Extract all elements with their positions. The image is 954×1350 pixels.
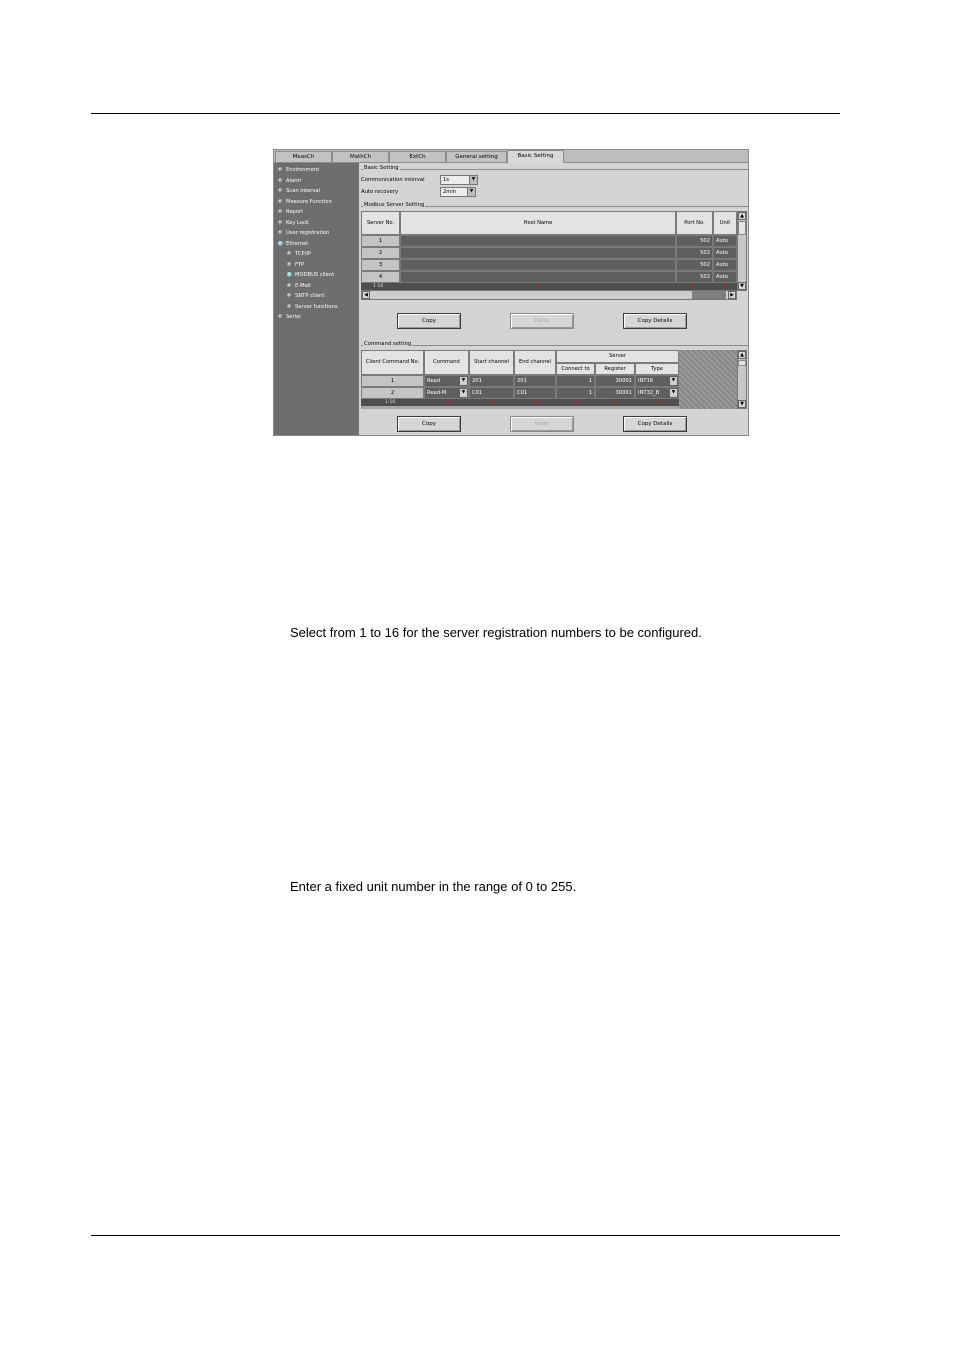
radio-dot-icon bbox=[278, 188, 283, 193]
tab-basic-setting[interactable]: Basic Setting bbox=[507, 150, 564, 163]
server-copy-button[interactable]: Copy bbox=[397, 313, 461, 329]
sub-range-label: 1-16 bbox=[385, 400, 396, 405]
header-rule bbox=[91, 113, 840, 114]
radio-dot-icon bbox=[278, 178, 283, 183]
server-row-no: 3 bbox=[361, 259, 400, 271]
sidebar-item-report[interactable]: Report bbox=[278, 208, 303, 217]
server-vertical-scrollbar[interactable] bbox=[737, 211, 747, 291]
command-header[interactable]: Command bbox=[424, 350, 469, 375]
unit-header[interactable]: Unit bbox=[713, 211, 737, 235]
command-setting-title: Command setting bbox=[364, 341, 412, 347]
scroll-down-icon[interactable]: ▼ bbox=[738, 400, 746, 408]
start-channel-cell[interactable]: C01 bbox=[469, 387, 514, 399]
end-channel-cell[interactable]: 201 bbox=[514, 375, 556, 387]
server-group-header: Server bbox=[556, 350, 679, 363]
register-cell[interactable]: 30001 bbox=[595, 375, 635, 387]
sidebar-item-ethernet[interactable]: Ethernet bbox=[278, 240, 308, 249]
register-header[interactable]: Register bbox=[595, 363, 635, 375]
scroll-down-icon[interactable]: ▼ bbox=[738, 282, 746, 290]
server-row-no: 2 bbox=[361, 247, 400, 259]
command-paste-button[interactable]: Paste bbox=[510, 416, 574, 432]
sidebar-item-scan-interval[interactable]: Scan interval bbox=[278, 187, 320, 196]
tab-measch[interactable]: MeasCh bbox=[275, 151, 332, 162]
server-no-header: Server No. bbox=[361, 211, 400, 235]
server-row-no: 1 bbox=[361, 235, 400, 247]
marker-icon: ↕ bbox=[573, 399, 579, 406]
command-select[interactable]: Read ▼ bbox=[424, 375, 469, 387]
section-divider bbox=[361, 169, 748, 170]
chevron-down-icon[interactable]: ▼ bbox=[671, 390, 676, 395]
server-copy-details-button[interactable]: Copy Details bbox=[623, 313, 687, 329]
auto-recovery-label: Auto recovery bbox=[361, 189, 399, 195]
scroll-left-icon[interactable]: ◀ bbox=[362, 291, 370, 299]
sidebar-item-alarm[interactable]: Alarm bbox=[278, 177, 301, 186]
footer-rule bbox=[91, 1235, 840, 1236]
tab-extch[interactable]: ExtCh bbox=[389, 151, 446, 162]
unit-cell[interactable]: Auto bbox=[713, 247, 737, 259]
radio-dot-icon bbox=[278, 314, 283, 319]
command-row-no: 2 bbox=[361, 387, 424, 399]
server-horizontal-scrollbar[interactable] bbox=[361, 290, 737, 300]
chevron-down-icon[interactable]: ▼ bbox=[469, 176, 477, 184]
radio-dot-icon bbox=[278, 199, 283, 204]
chevron-down-icon[interactable]: ▼ bbox=[461, 378, 466, 383]
radio-dot-selected-icon bbox=[287, 272, 292, 277]
type-select[interactable]: INT32_B ▼ bbox=[635, 387, 679, 399]
sub-row bbox=[361, 283, 737, 290]
command-copy-button[interactable]: Copy bbox=[397, 416, 461, 432]
type-header[interactable]: Type bbox=[635, 363, 679, 375]
communication-interval-label: Communication interval bbox=[361, 177, 425, 183]
modbus-server-setting-title: Modbus Server Setting bbox=[364, 202, 425, 208]
tab-general-setting[interactable]: General setting bbox=[446, 151, 507, 162]
server-paste-button[interactable]: Paste bbox=[510, 313, 574, 329]
port-no-cell[interactable]: 502 bbox=[676, 235, 713, 247]
radio-dot-icon bbox=[287, 251, 292, 256]
communication-interval-select[interactable]: 1s ▼ bbox=[440, 175, 478, 185]
sidebar-item-ftp[interactable]: FTP bbox=[287, 261, 304, 270]
port-no-cell[interactable]: 502 bbox=[676, 259, 713, 271]
radio-dot-icon bbox=[278, 230, 283, 235]
tab-mathch[interactable]: MathCh bbox=[332, 151, 389, 162]
sidebar-item-user-registration[interactable]: User registration bbox=[278, 229, 329, 238]
end-channel-cell[interactable]: C01 bbox=[514, 387, 556, 399]
start-channel-cell[interactable]: 201 bbox=[469, 375, 514, 387]
radio-dot-selected-icon bbox=[278, 241, 283, 246]
marker-icon: ↕ bbox=[689, 283, 695, 290]
sidebar-item-serial[interactable]: Serial bbox=[278, 313, 301, 322]
chevron-down-icon[interactable]: ▼ bbox=[671, 378, 676, 383]
unit-cell[interactable]: Auto bbox=[713, 259, 737, 271]
sidebar-item-sntp-client[interactable]: SNTP client bbox=[287, 292, 324, 301]
sub-row bbox=[361, 399, 679, 406]
sidebar-item-tcpip[interactable]: TCP/IP bbox=[287, 250, 311, 259]
sidebar-item-server-functions[interactable]: Server functions bbox=[287, 303, 338, 312]
sidebar-item-modbus-client[interactable]: MODBUS client bbox=[287, 271, 334, 280]
connect-to-header[interactable]: Connect to bbox=[556, 363, 595, 375]
radio-dot-icon bbox=[278, 209, 283, 214]
scroll-up-icon[interactable]: ▲ bbox=[738, 212, 746, 220]
command-copy-details-button[interactable]: Copy Details bbox=[623, 416, 687, 432]
client-command-no-header: Client Command No. bbox=[361, 350, 424, 375]
marker-icon: ↕ bbox=[535, 283, 541, 290]
host-name-cell[interactable] bbox=[400, 259, 676, 271]
scroll-right-icon[interactable]: ▶ bbox=[728, 291, 736, 299]
radio-dot-icon bbox=[287, 304, 292, 309]
port-no-header[interactable]: Port No. bbox=[676, 211, 713, 235]
command-select[interactable]: Read-M ▼ bbox=[424, 387, 469, 399]
type-select[interactable]: INT16 ▼ bbox=[635, 375, 679, 387]
server-number-description: Select from 1 to 16 for the server registration numbers to be configured. bbox=[290, 625, 702, 640]
unit-number-description: Enter a fixed unit number in the range of 0 to 255. bbox=[290, 879, 577, 894]
marker-icon: ↕ bbox=[655, 399, 661, 406]
radio-dot-icon bbox=[287, 293, 292, 298]
radio-dot-icon bbox=[278, 167, 283, 172]
unit-cell[interactable]: Auto bbox=[713, 271, 737, 283]
command-row-no: 1 bbox=[361, 375, 424, 387]
host-name-cell[interactable] bbox=[400, 247, 676, 259]
command-vertical-scrollbar[interactable] bbox=[737, 350, 747, 409]
sub-range-label: 1-16 bbox=[373, 284, 384, 289]
host-name-header[interactable]: Host Name bbox=[400, 211, 676, 235]
connect-to-cell[interactable]: 1 bbox=[556, 387, 595, 399]
command-table bbox=[361, 350, 679, 409]
unit-cell[interactable]: Auto bbox=[713, 235, 737, 247]
settings-panel bbox=[359, 163, 749, 436]
scroll-up-icon[interactable]: ▲ bbox=[738, 351, 746, 359]
start-channel-header[interactable]: Start channel bbox=[469, 350, 514, 375]
connect-to-cell[interactable]: 1 bbox=[556, 375, 595, 387]
sidebar-item-key-lock[interactable]: Key Lock bbox=[278, 219, 309, 228]
sidebar-item-environment[interactable]: Environment bbox=[278, 166, 319, 175]
chevron-down-icon[interactable]: ▼ bbox=[461, 390, 466, 395]
marker-icon: ⋈ bbox=[489, 399, 495, 406]
port-no-cell[interactable]: 502 bbox=[676, 247, 713, 259]
port-no-cell[interactable]: 502 bbox=[676, 271, 713, 283]
sidebar bbox=[274, 163, 359, 436]
end-channel-header[interactable]: End channel bbox=[514, 350, 556, 375]
marker-icon: ⊘ bbox=[723, 283, 729, 290]
section-divider bbox=[361, 345, 748, 346]
radio-dot-icon bbox=[287, 283, 292, 288]
radio-dot-icon bbox=[278, 220, 283, 225]
radio-dot-icon bbox=[287, 262, 292, 267]
empty-grid-area bbox=[679, 350, 737, 409]
scrollbar-thumb[interactable] bbox=[692, 291, 726, 299]
server-row-no: 4 bbox=[361, 271, 400, 283]
host-name-cell[interactable] bbox=[400, 235, 676, 247]
sidebar-item-email[interactable]: E-Mail bbox=[287, 282, 311, 291]
software-window bbox=[273, 149, 749, 436]
tab-bar bbox=[274, 150, 749, 163]
marker-icon: ↕ bbox=[445, 399, 451, 406]
scrollbar-thumb[interactable] bbox=[738, 360, 746, 366]
basic-setting-title: Basic Setting bbox=[364, 165, 399, 171]
marker-icon: ↕ bbox=[613, 399, 619, 406]
auto-recovery-select[interactable]: 2min ▼ bbox=[440, 187, 476, 197]
host-name-cell[interactable] bbox=[400, 271, 676, 283]
chevron-down-icon[interactable]: ▼ bbox=[467, 188, 475, 196]
marker-icon: ⋈ bbox=[533, 399, 539, 406]
register-cell[interactable]: 30001 bbox=[595, 387, 635, 399]
scrollbar-thumb[interactable] bbox=[738, 221, 746, 235]
server-table bbox=[361, 211, 737, 297]
sidebar-item-measure-function[interactable]: Measure Function bbox=[278, 198, 332, 207]
